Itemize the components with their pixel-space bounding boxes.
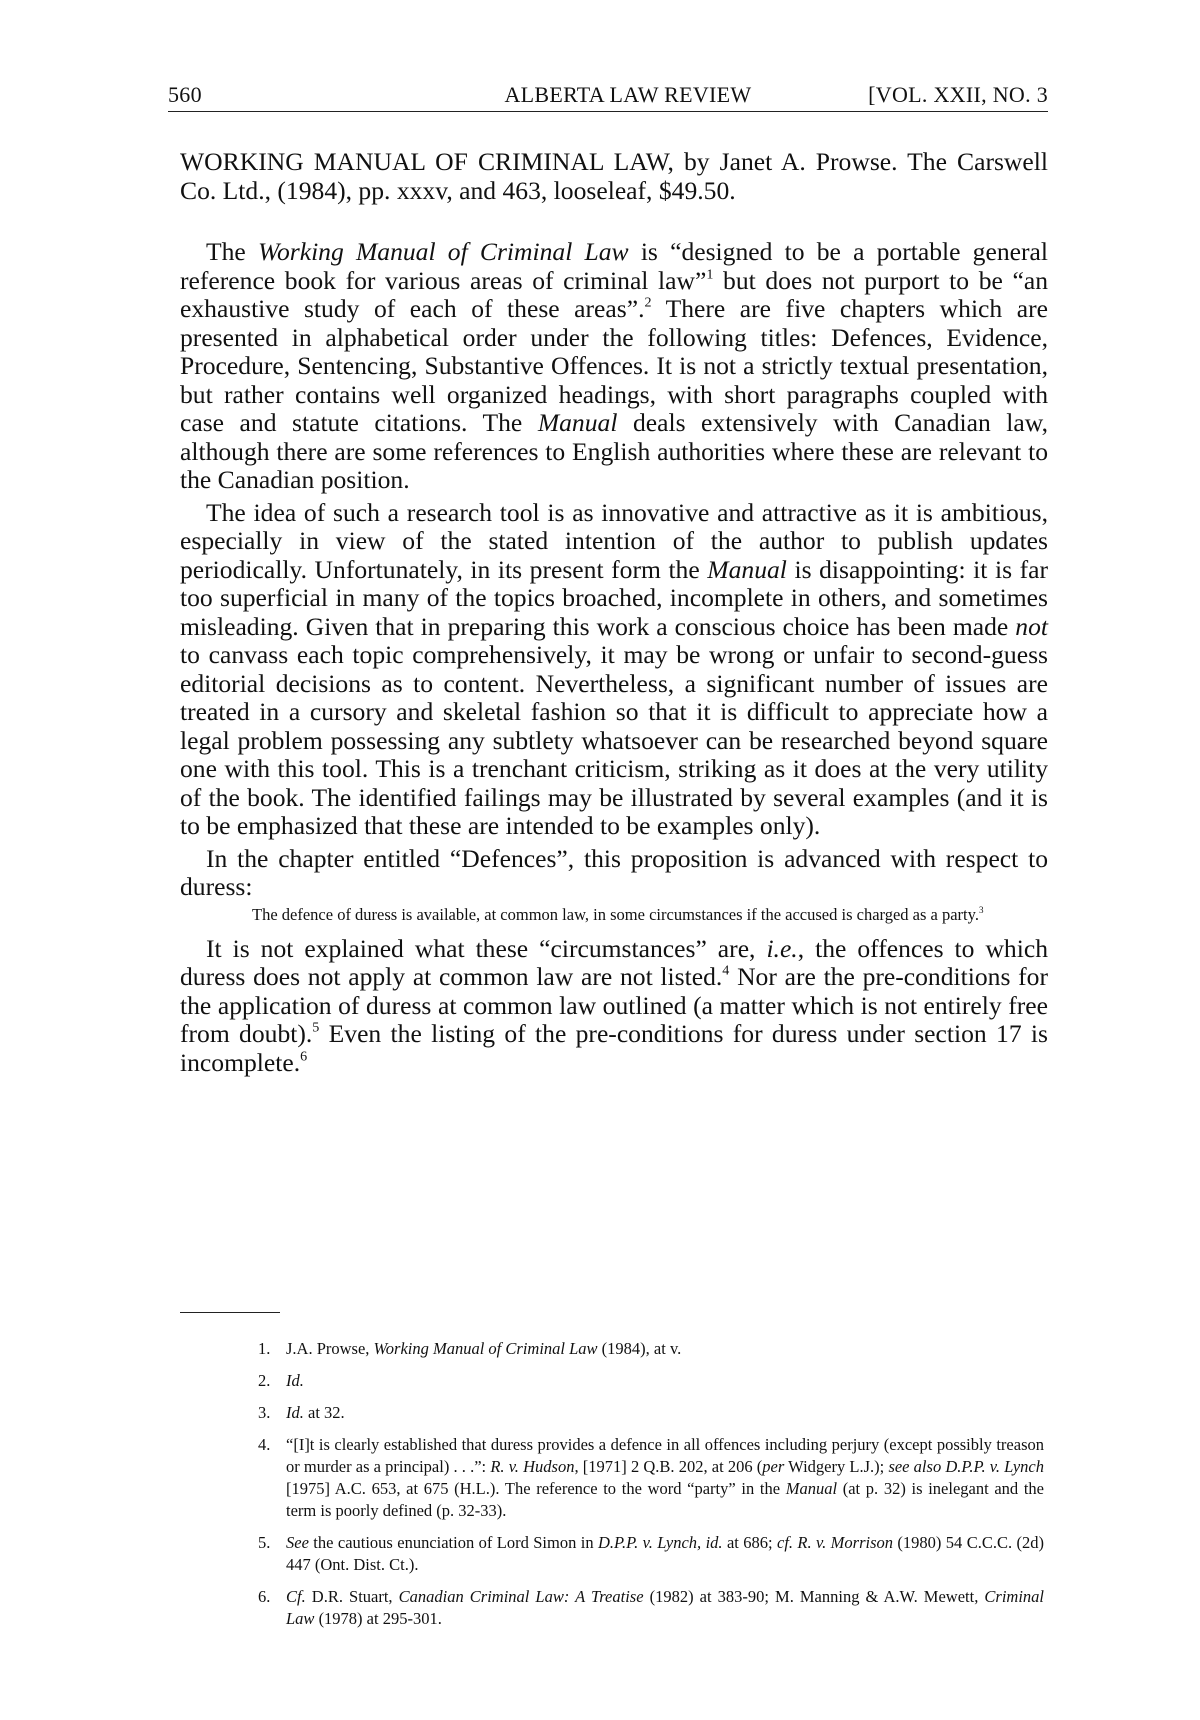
footnote-4 — [258, 1434, 1044, 1522]
footnote-number: 6. — [258, 1587, 271, 1606]
text-run: Even the listing of the pre-conditions for duress under section 17 is incomplete. — [180, 1019, 1048, 1077]
footnote-1 — [258, 1338, 1044, 1360]
text-run: to canvass each topic comprehensively, it may be wrong or unfair to second-guess editorial decisions as to content. Nevertheless, a significant number of issues are treated in a cursory and skeletal fashion so that it is difficult to appreciate how a legal problem possessing any subtlety whatsoever can be researched beyond square one with this tool. This is a trenchant criticism, striking as it does at the very utility of the book. The identified failings may be illustrated by several examples (and it is to be emphasized that these are intended to be examples only). — [180, 640, 1048, 840]
footnote-6 — [258, 1586, 1044, 1630]
italic-run: see also D.P.P. v. Lynch — [888, 1457, 1044, 1476]
citation-details: , by Janet A. Prowse. The Carswell Co. Ltd., (1984), pp. xxxv, and 463, looseleaf, $49.50. — [180, 147, 1048, 205]
footnote-ref-2: 2 — [644, 294, 652, 311]
text-run: There are five chapters which are presented in alphabetical order under the following titles: Defences, Evidence, Procedure, Sentencing, Substantive Offences. It is not a strictly textual presentation, but rather contains well organized headings, with short paragraphs coupled with case and statute citations. The — [180, 294, 1048, 437]
paragraph-4 — [180, 935, 1048, 1078]
italic-run: Working Manual of Criminal Law — [373, 1339, 598, 1358]
footnote-ref-1: 1 — [706, 265, 714, 282]
text-run: D.R. Stuart, — [305, 1587, 399, 1606]
text-run: at 32. — [303, 1403, 345, 1422]
text-run: (1980) 54 C.C.C. (2d) 447 (Ont. Dist. Ct.). — [286, 1533, 1044, 1574]
page-number: 560 — [168, 82, 202, 107]
italic-run: See — [286, 1533, 309, 1552]
review-body — [180, 238, 1048, 1077]
footnote-number: 1. — [258, 1339, 271, 1358]
italic-run: Canadian Criminal Law: A Treatise — [398, 1587, 644, 1606]
text-run: (1984), at v. — [597, 1339, 682, 1358]
text-run: It is not explained what these “circumstances” are, — [206, 933, 767, 963]
footnote-number: 5. — [258, 1533, 271, 1552]
book-citation — [180, 148, 1048, 205]
text-run: (1982) at 383-90; M. Manning & A.W. Mewett, — [643, 1587, 985, 1606]
text-run: (at p. 32) is inelegant and the term is poorly defined (p. 32-33). — [286, 1479, 1045, 1520]
italic-run: per — [762, 1457, 785, 1476]
paragraph-1 — [180, 238, 1048, 495]
text-run: but does not purport to be “an exhaustive study of each of these areas”. — [180, 265, 1048, 323]
text-run: deals extensively with Canadian law, although there are some references to English authorities where these are relevant to the Canadian position. — [180, 408, 1048, 494]
paragraph-2 — [180, 499, 1048, 841]
text-run: J.A. Prowse, — [286, 1339, 374, 1358]
text-run: (1978) at 295-301. — [314, 1609, 442, 1628]
text-run: , the offences to which duress does not apply at common law are not listed. — [180, 933, 1048, 991]
text-run: Widgery L.J.); — [784, 1457, 889, 1476]
footnotes-list — [258, 1338, 1044, 1640]
footnote-5 — [258, 1532, 1044, 1576]
text-run: the cautious enunciation of Lord Simon in — [308, 1533, 598, 1552]
manual-italic: Manual — [707, 554, 787, 584]
italic-run: R. v. Hudson — [490, 1457, 575, 1476]
footnote-3 — [258, 1402, 1044, 1424]
italic-run: Cf. — [286, 1587, 306, 1606]
footnote-ref-5: 5 — [312, 1019, 320, 1036]
paragraph-3: In the chapter entitled “Defences”, this proposition is advanced with respect to duress: — [180, 843, 1048, 901]
text-run: Nor are the pre-conditions for the application of duress at common law outlined (a matter which is not entirely free from doubt). — [180, 962, 1048, 1048]
text-run: , [1971] 2 Q.B. 202, at 206 ( — [574, 1457, 763, 1476]
text-run: at 686; — [722, 1533, 777, 1552]
italic-run: Id. — [286, 1371, 304, 1390]
emphasis-not: not — [1015, 611, 1048, 641]
header-rule — [168, 111, 1048, 112]
citation-line — [180, 148, 1048, 205]
text-run: is “designed to be a portable general reference book for various areas of criminal law” — [180, 237, 1048, 295]
italic-run: Criminal Law — [286, 1587, 1045, 1628]
manual-italic: Manual — [537, 408, 618, 437]
italic-run: Id. — [286, 1403, 304, 1422]
footnote-number: 4. — [258, 1435, 271, 1454]
footnote-number: 3. — [258, 1403, 271, 1422]
footnote-number: 2. — [258, 1371, 271, 1390]
footnote-ref-4: 4 — [722, 962, 730, 979]
italic-run: D.P.P. v. Lynch, id. — [598, 1533, 723, 1552]
ie-italic: i.e. — [766, 933, 798, 963]
book-title-caps: WORKING MANUAL OF CRIMINAL LAW — [180, 147, 668, 176]
text-run: “[I]t is clearly established that duress provides a defence in all offences including perjury (except possibly treason or murder as a principal) . . .”: — [286, 1435, 1044, 1476]
quote-text: The defence of duress is available, at common law, in some circumstances if the accused is charged as a party. — [252, 904, 979, 924]
footnote-ref-3: 3 — [978, 904, 984, 915]
running-head — [168, 80, 1048, 110]
text-run: The — [206, 237, 258, 266]
text-run: is disappointing: it is far too superficial in many of the topics broached, incomplete in others, and sometimes misleading. Given that in preparing this work a conscious choice has been made — [180, 554, 1049, 641]
text-run: The idea of such a research tool is as innovative and attractive as it is ambitious, especially in view of the stated intention of the author to publish updates periodically. Unfortunately, in its present form the — [180, 497, 1048, 584]
volume-issue: [VOL. XXII, NO. 3 — [868, 82, 1048, 107]
footnote-2 — [258, 1370, 1044, 1392]
book-title-italic: Working Manual of Criminal Law — [257, 237, 629, 266]
text-run: [1975] A.C. 653, at 675 (H.L.). The reference to the word “party” in the — [286, 1479, 786, 1498]
italic-run: Manual — [785, 1479, 838, 1498]
journal-title: ALBERTA LAW REVIEW — [504, 82, 752, 107]
italic-run: cf. R. v. Morrison — [777, 1533, 894, 1552]
footnote-separator — [180, 1312, 280, 1313]
block-quote — [252, 904, 1004, 925]
footnote-ref-6: 6 — [300, 1047, 308, 1064]
